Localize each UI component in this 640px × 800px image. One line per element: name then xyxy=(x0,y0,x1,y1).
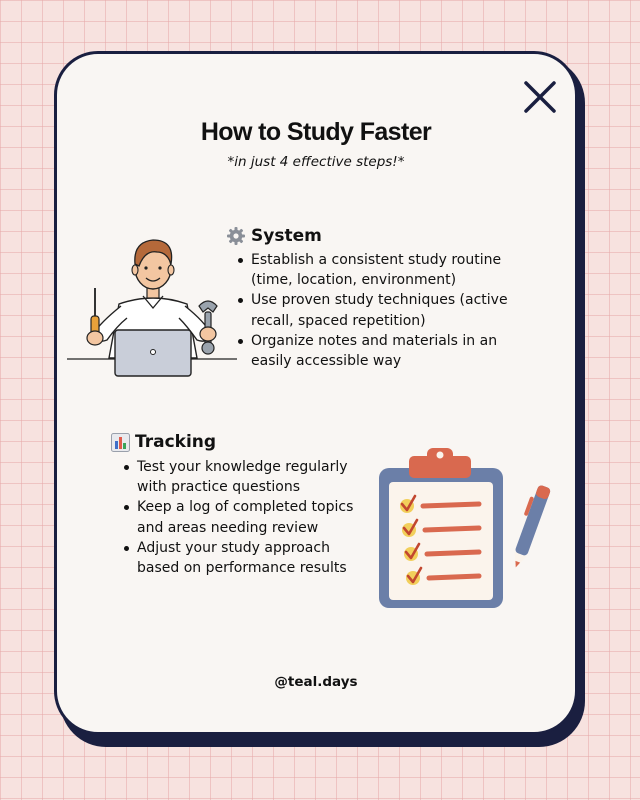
close-icon[interactable] xyxy=(523,80,557,114)
list-item: Use proven study techniques (active recall, spaced repetition) xyxy=(235,290,535,330)
list-item: Organize notes and materials in an easily accessible way xyxy=(235,331,535,371)
gear-icon xyxy=(226,226,246,246)
section-heading-label: Tracking xyxy=(135,432,217,452)
clipboard-checklist-illustration xyxy=(373,444,551,612)
tracking-list xyxy=(121,457,371,578)
list-item: Keep a log of completed topics and areas needing review xyxy=(121,497,371,537)
list-item: Establish a consistent study routine (time, location, environment) xyxy=(235,250,535,290)
system-list xyxy=(235,250,535,371)
list-item: Test your knowledge regularly with practice questions xyxy=(121,457,371,497)
list-item: Adjust your study approach based on performance results xyxy=(121,538,371,578)
worker-laptop-illustration xyxy=(65,226,241,378)
author-handle: @teal.days xyxy=(274,674,358,690)
section-heading-system xyxy=(226,226,322,246)
section-heading-tracking xyxy=(111,432,216,452)
bar-chart-icon xyxy=(111,433,130,452)
page-subtitle: *in just 4 effective steps!* xyxy=(227,154,405,170)
study-card xyxy=(54,51,578,735)
page-title: How to Study Faster xyxy=(200,118,432,146)
section-heading-label: System xyxy=(251,226,322,246)
